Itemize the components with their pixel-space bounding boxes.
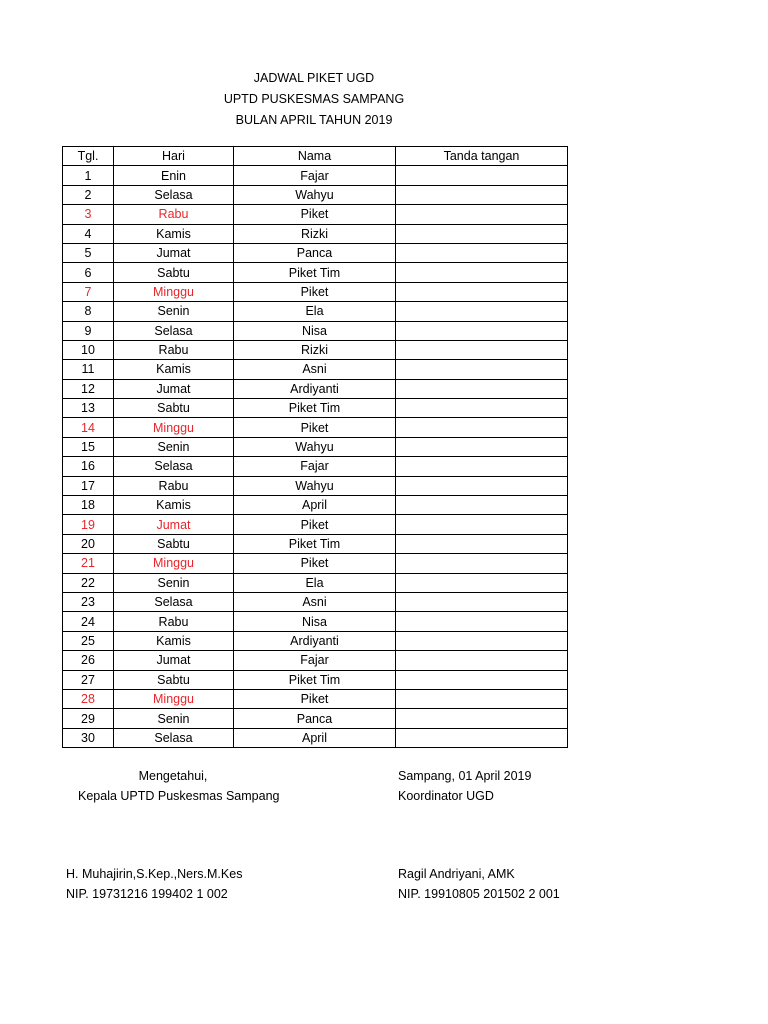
cell-hari: Minggu (114, 418, 234, 437)
table-row (63, 418, 568, 437)
column-header-nama: Nama (234, 147, 396, 166)
table-row (63, 263, 568, 282)
cell-tgl: 4 (63, 224, 114, 243)
signature-left-name: H. Muhajirin,S.Kep.,Ners.M.Kes (66, 867, 243, 881)
table-row (63, 496, 568, 515)
title-line-2: UPTD PUSKESMAS SAMPANG (223, 92, 405, 106)
table-row (63, 224, 568, 243)
cell-tgl: 26 (63, 651, 114, 670)
signature-right-line1: Sampang, 01 April 2019 (398, 769, 532, 783)
cell-hari: Senin (114, 709, 234, 728)
cell-signature-cell (396, 437, 568, 456)
cell-tgl: 17 (63, 476, 114, 495)
cell-tgl: 8 (63, 302, 114, 321)
cell-tgl: 23 (63, 592, 114, 611)
cell-nama: Piket Tim (234, 534, 396, 553)
cell-hari: Selasa (114, 185, 234, 204)
cell-tgl: 2 (63, 185, 114, 204)
cell-hari: Kamis (114, 224, 234, 243)
cell-nama: Fajar (234, 166, 396, 185)
column-header-hari: Hari (114, 147, 234, 166)
cell-signature-cell (396, 302, 568, 321)
table-row (63, 554, 568, 573)
cell-signature-cell (396, 534, 568, 553)
cell-signature-cell (396, 360, 568, 379)
cell-hari: Rabu (114, 612, 234, 631)
cell-signature-cell (396, 689, 568, 708)
cell-tgl: 7 (63, 282, 114, 301)
cell-tgl: 16 (63, 457, 114, 476)
cell-hari: Minggu (114, 282, 234, 301)
cell-signature-cell (396, 592, 568, 611)
cell-tgl: 27 (63, 670, 114, 689)
cell-hari: Rabu (114, 205, 234, 224)
cell-nama: Ardiyanti (234, 379, 396, 398)
cell-tgl: 19 (63, 515, 114, 534)
cell-nama: Rizki (234, 224, 396, 243)
cell-nama: Wahyu (234, 476, 396, 495)
cell-signature-cell (396, 612, 568, 631)
cell-hari: Jumat (114, 515, 234, 534)
cell-signature-cell (396, 224, 568, 243)
table-row (63, 534, 568, 553)
cell-signature-cell (396, 631, 568, 650)
cell-hari: Kamis (114, 496, 234, 515)
document-title (0, 68, 628, 131)
cell-hari: Selasa (114, 728, 234, 747)
cell-signature-cell (396, 263, 568, 282)
signature-left-line2: Kepala UPTD Puskesmas Sampang (78, 789, 280, 803)
cell-tgl: 3 (63, 205, 114, 224)
cell-signature-cell (396, 282, 568, 301)
cell-tgl: 25 (63, 631, 114, 650)
table-row (63, 379, 568, 398)
cell-tgl: 15 (63, 437, 114, 456)
cell-nama: Asni (234, 360, 396, 379)
title-line-1: JADWAL PIKET UGD (253, 71, 375, 85)
cell-signature-cell (396, 728, 568, 747)
cell-nama: Piket (234, 554, 396, 573)
table-row (63, 321, 568, 340)
cell-hari: Jumat (114, 379, 234, 398)
cell-tgl: 6 (63, 263, 114, 282)
cell-signature-cell (396, 399, 568, 418)
table-row (63, 670, 568, 689)
cell-tgl: 21 (63, 554, 114, 573)
cell-nama: Ela (234, 302, 396, 321)
cell-signature-cell (396, 554, 568, 573)
cell-hari: Selasa (114, 457, 234, 476)
cell-signature-cell (396, 418, 568, 437)
cell-hari: Enin (114, 166, 234, 185)
cell-signature-cell (396, 670, 568, 689)
cell-hari: Sabtu (114, 670, 234, 689)
title-line-3: BULAN APRIL TAHUN 2019 (235, 113, 393, 127)
cell-signature-cell (396, 321, 568, 340)
table-row (63, 360, 568, 379)
cell-nama: Nisa (234, 612, 396, 631)
cell-tgl: 24 (63, 612, 114, 631)
cell-hari: Kamis (114, 360, 234, 379)
table-body (63, 166, 568, 748)
table-row (63, 166, 568, 185)
table-row (63, 205, 568, 224)
signature-right-line2: Koordinator UGD (398, 789, 494, 803)
table-row (63, 437, 568, 456)
cell-nama: Piket (234, 418, 396, 437)
cell-hari: Minggu (114, 689, 234, 708)
cell-hari: Jumat (114, 651, 234, 670)
cell-tgl: 20 (63, 534, 114, 553)
cell-signature-cell (396, 515, 568, 534)
cell-tgl: 13 (63, 399, 114, 418)
cell-tgl: 22 (63, 573, 114, 592)
cell-signature-cell (396, 476, 568, 495)
cell-signature-cell (396, 496, 568, 515)
cell-signature-cell (396, 166, 568, 185)
table-row (63, 728, 568, 747)
table-row (63, 476, 568, 495)
signature-left-line1: Mengetahui, (138, 769, 208, 783)
table-row (63, 185, 568, 204)
table-row (63, 612, 568, 631)
cell-hari: Sabtu (114, 263, 234, 282)
cell-nama: Piket (234, 689, 396, 708)
cell-hari: Senin (114, 302, 234, 321)
cell-signature-cell (396, 185, 568, 204)
cell-tgl: 18 (63, 496, 114, 515)
cell-nama: Piket (234, 515, 396, 534)
cell-nama: Ardiyanti (234, 631, 396, 650)
table-row (63, 457, 568, 476)
table-row (63, 282, 568, 301)
cell-tgl: 9 (63, 321, 114, 340)
cell-nama: Asni (234, 592, 396, 611)
cell-nama: April (234, 728, 396, 747)
signature-left-signer (66, 864, 242, 904)
cell-hari: Senin (114, 573, 234, 592)
cell-nama: Piket (234, 205, 396, 224)
cell-nama: Nisa (234, 321, 396, 340)
table-row (63, 340, 568, 359)
table-row (63, 243, 568, 262)
cell-nama: Piket Tim (234, 670, 396, 689)
cell-signature-cell (396, 243, 568, 262)
cell-tgl: 12 (63, 379, 114, 398)
cell-tgl: 11 (63, 360, 114, 379)
table-row (63, 573, 568, 592)
cell-nama: Wahyu (234, 437, 396, 456)
cell-nama: Piket Tim (234, 399, 396, 418)
cell-nama: Fajar (234, 457, 396, 476)
column-header-tgl: Tgl. (63, 147, 114, 166)
cell-nama: Fajar (234, 651, 396, 670)
cell-nama: Wahyu (234, 185, 396, 204)
cell-tgl: 5 (63, 243, 114, 262)
cell-hari: Senin (114, 437, 234, 456)
table-row (63, 651, 568, 670)
cell-nama: Panca (234, 709, 396, 728)
cell-nama: Panca (234, 243, 396, 262)
table-header-row (63, 147, 568, 166)
cell-hari: Sabtu (114, 399, 234, 418)
cell-hari: Minggu (114, 554, 234, 573)
signature-right-name: Ragil Andriyani, AMK (398, 867, 515, 881)
signature-right-heading (398, 766, 531, 806)
signature-right-nip: NIP. 19910805 201502 2 001 (398, 887, 560, 901)
signature-left-nip: NIP. 19731216 199402 1 002 (66, 887, 228, 901)
signature-right-signer (398, 864, 560, 904)
column-header-tanda-tangan: Tanda tangan (396, 147, 568, 166)
cell-tgl: 14 (63, 418, 114, 437)
cell-nama: Ela (234, 573, 396, 592)
cell-hari: Jumat (114, 243, 234, 262)
table-row (63, 592, 568, 611)
cell-hari: Selasa (114, 321, 234, 340)
cell-hari: Kamis (114, 631, 234, 650)
cell-tgl: 29 (63, 709, 114, 728)
cell-tgl: 1 (63, 166, 114, 185)
cell-signature-cell (396, 379, 568, 398)
cell-signature-cell (396, 651, 568, 670)
cell-tgl: 10 (63, 340, 114, 359)
cell-signature-cell (396, 340, 568, 359)
cell-hari: Rabu (114, 476, 234, 495)
cell-signature-cell (396, 573, 568, 592)
cell-signature-cell (396, 457, 568, 476)
cell-nama: Rizki (234, 340, 396, 359)
cell-nama: Piket Tim (234, 263, 396, 282)
table-row (63, 302, 568, 321)
cell-signature-cell (396, 205, 568, 224)
duty-schedule-table (62, 146, 568, 748)
table-row (63, 515, 568, 534)
cell-hari: Rabu (114, 340, 234, 359)
signature-left-heading (78, 766, 280, 806)
cell-hari: Selasa (114, 592, 234, 611)
cell-hari: Sabtu (114, 534, 234, 553)
cell-tgl: 30 (63, 728, 114, 747)
table-row (63, 709, 568, 728)
table-row (63, 689, 568, 708)
cell-tgl: 28 (63, 689, 114, 708)
table-row (63, 631, 568, 650)
cell-nama: Piket (234, 282, 396, 301)
cell-signature-cell (396, 709, 568, 728)
cell-nama: April (234, 496, 396, 515)
table-row (63, 399, 568, 418)
